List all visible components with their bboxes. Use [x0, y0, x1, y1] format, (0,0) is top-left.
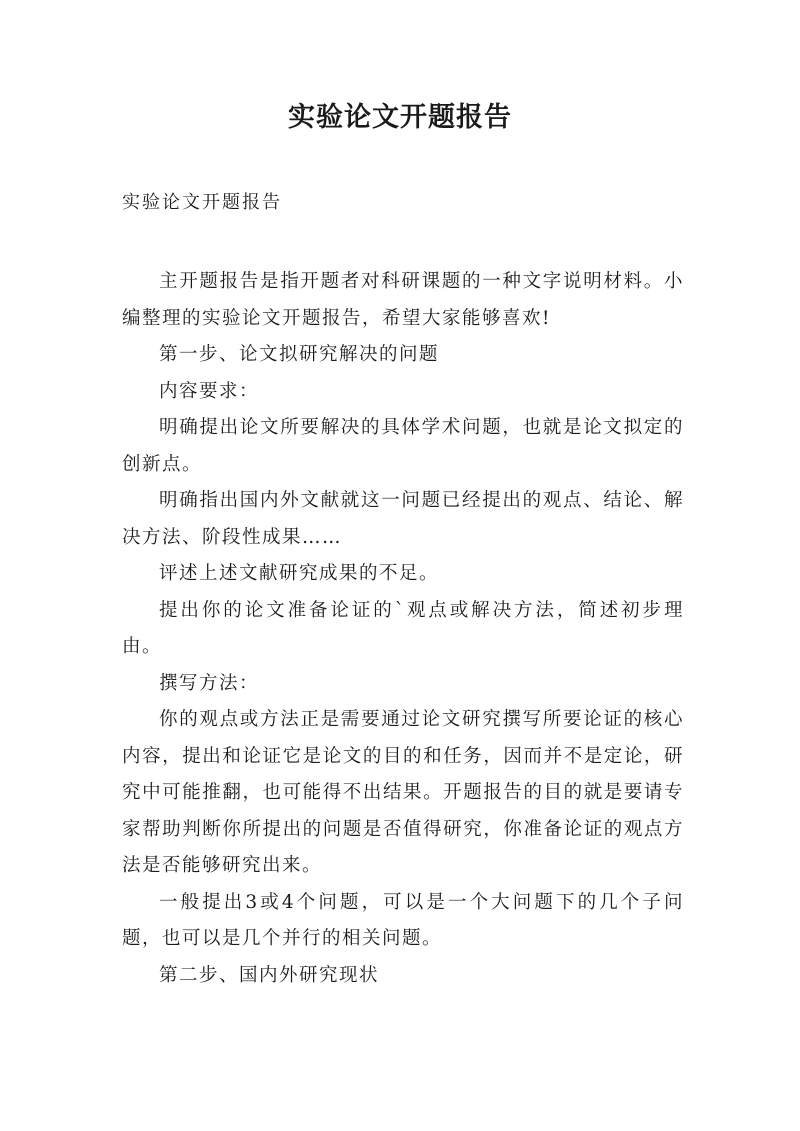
- paragraph-requirement-4: 提出你的论文准备论证的`观点或解决方法，简述初步理由。: [122, 599, 684, 657]
- heading-writing-method: 撰写方法：: [159, 672, 260, 694]
- document-subtitle: 实验论文开题报告: [122, 192, 282, 213]
- paragraph-requirement-3: 评述上述文献研究成果的不足。: [159, 563, 440, 584]
- paragraph-requirement-2: 明确指出国内外文献就这一问题已经提出的观点、结论、解决方法、阶段性成果……: [122, 490, 684, 548]
- paragraph-method-2: 一般提出3或4个问题，可以是一个大问题下的几个子问题，也可以是几个并行的相关问题。: [122, 891, 684, 949]
- document-body: [122, 264, 684, 994]
- heading-step-2: 第二步、国内外研究现状: [159, 964, 380, 986]
- paragraph-method-1: 你的观点或方法正是需要通过论文研究撰写所要论证的核心内容，提出和论证它是论文的目的和任务，因而并不是定论，研究中可能推翻，也可能得不出结果。开题报告的目的就是要请专家帮助判断你所提出的问题是否值得研究，你准备论证的观点方法是否能够研究出来。: [122, 709, 684, 876]
- paragraph-intro: 主开题报告是指开题者对科研课题的一种文字说明材料。小编整理的实验论文开题报告，希望大家能够喜欢!: [122, 271, 684, 329]
- paragraph-requirement-1: 明确提出论文所要解决的具体学术问题，也就是论文拟定的创新点。: [122, 417, 684, 475]
- heading-step-1: 第一步、论文拟研究解决的问题: [159, 344, 440, 365]
- heading-content-requirements: 内容要求：: [159, 380, 260, 402]
- document-title: 实验论文开题报告: [288, 102, 512, 133]
